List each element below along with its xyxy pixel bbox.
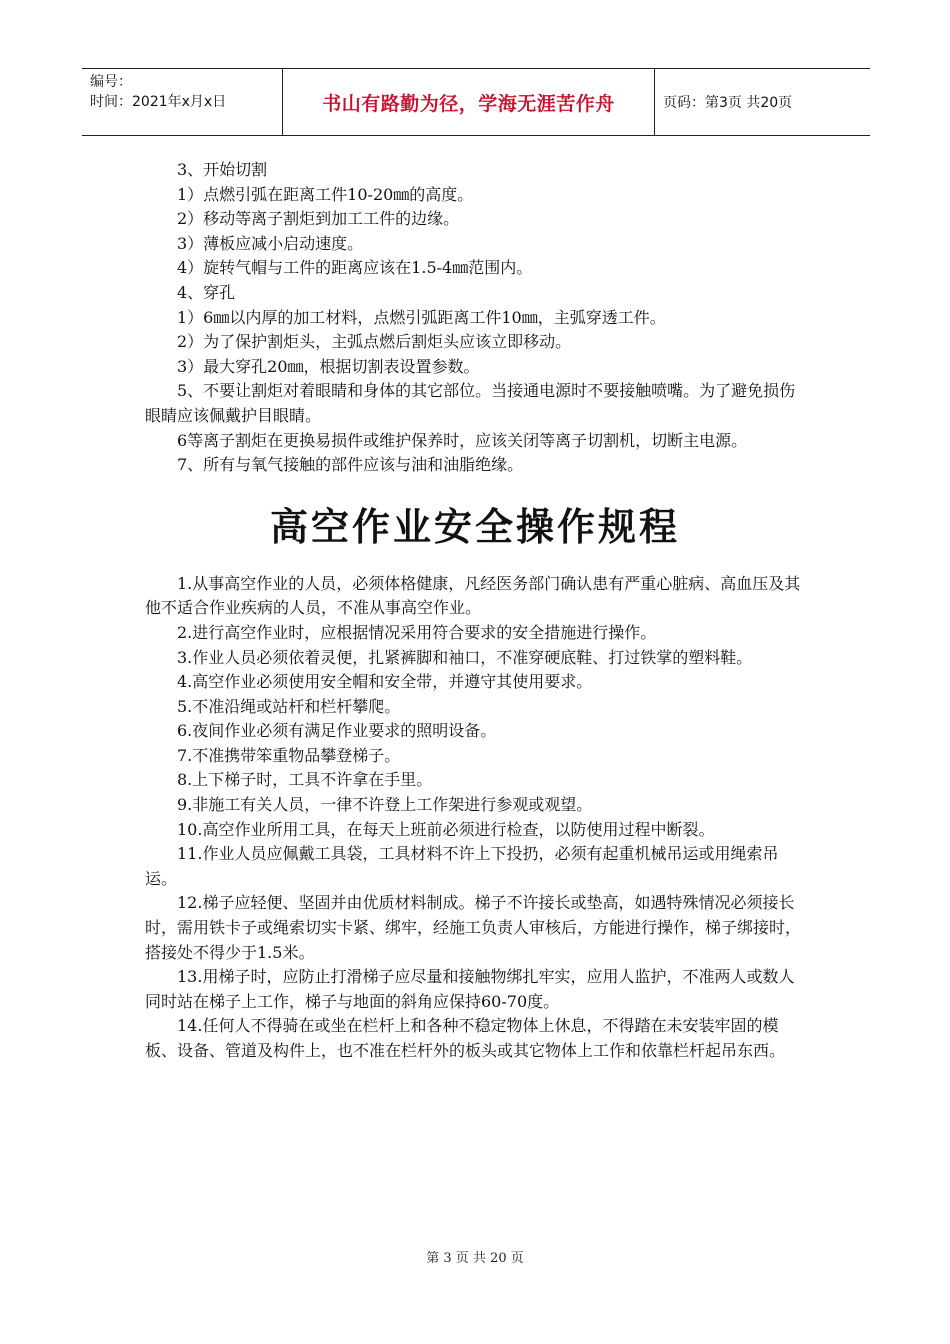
rule-item: 5.不准沿绳或站杆和栏杆攀爬。 — [177, 696, 401, 716]
rule-item: 1.从事高空作业的人员，必须体格健康，凡经医务部门确认患有严重心脏病、高血压及其他不适合作业疾病的人员，不准从事高空作业。 — [145, 573, 801, 618]
header-time-label: 时间：2021年x月x日 — [90, 94, 227, 110]
paragraph: 4）旋转气帽与工件的距离应该在1.5-4㎜范围内。 — [177, 258, 533, 278]
paragraph: 2）为了保护割炬头，主弧点燃后割炬头应该立即移动。 — [177, 332, 572, 352]
rule-item: 2.进行高空作业时，应根据情况采用符合要求的安全措施进行操作。 — [177, 622, 657, 642]
header-meta — [82, 69, 282, 135]
header-number-label: 编号： — [90, 74, 132, 90]
rule-item: 12.梯子应轻便、坚固并由优质材料制成。梯子不许接长或垫高，如遇特殊情况必须接长时，需用铁卡子或绳索切实卡紧、绑牢，经施工负责人审核后，方能进行操作，梯子绑接时，搭接处不得少于1.5米。 — [145, 893, 802, 962]
section-safety-rules — [145, 572, 805, 1064]
header-page-info: 页码：第3页 共20页 — [663, 95, 793, 111]
rule-item: 10.高空作业所用工具，在每天上班前必须进行检查，以防使用过程中断裂。 — [177, 819, 715, 839]
paragraph: 4、穿孔 — [177, 282, 236, 302]
paragraph: 3）薄板应减小启动速度。 — [177, 233, 364, 253]
rule-item: 9.非施工有关人员，一律不许登上工作架进行参观或观望。 — [177, 795, 593, 815]
header-motto: 书山有路勤为径，学海无涯苦作舟 — [282, 69, 655, 135]
document-title: 高空作业安全操作规程 — [269, 504, 680, 549]
document-body — [145, 158, 805, 1064]
paragraph: 5、不要让割炬对着眼睛和身体的其它部位。当接通电源时不要接触喷嘴。为了避免损伤眼睛应该佩戴护目眼睛。 — [145, 381, 796, 425]
paragraph: 3）最大穿孔20㎜，根据切割表设置参数。 — [177, 356, 480, 376]
rule-item: 8.上下梯子时，工具不许拿在手里。 — [177, 770, 433, 790]
paragraph: 1）6㎜以内厚的加工材料，点燃引弧距离工件10㎜，主弧穿透工件。 — [177, 307, 666, 327]
rule-item: 11.作业人员应佩戴工具袋，工具材料不许上下投扔，必须有起重机械吊运或用绳索吊运。 — [145, 844, 779, 888]
paragraph: 2）移动等离子割炬到加工工件的边缘。 — [177, 209, 460, 229]
page-footer: 第 3 页 共 20 页 — [426, 1251, 524, 1266]
rule-item: 6.夜间作业必须有满足作业要求的照明设备。 — [177, 721, 497, 741]
page-header — [82, 68, 870, 136]
paragraph: 1）点燃引弧在距离工件10-20㎜的高度。 — [177, 184, 474, 204]
rule-item: 7.不准携带笨重物品攀登梯子。 — [177, 745, 401, 765]
paragraph: 3、开始切割 — [177, 160, 268, 179]
rule-item: 4.高空作业必须使用安全帽和安全带，并遵守其使用要求。 — [177, 672, 593, 692]
rule-item: 14.任何人不得骑在或坐在栏杆上和各种不稳定物体上休息，不得踏在未安装牢固的模板、设备、管道及构件上，也不准在栏杆外的板头或其它物体上工作和依靠栏杆起吊东西。 — [145, 1016, 786, 1060]
rule-item: 13.用梯子时，应防止打滑梯子应尽量和接触物绑扎牢实，应用人监护，不准两人或数人同时站在梯子上工作，梯子与地面的斜角应保持60-70度。 — [145, 967, 795, 1011]
paragraph: 6等离子割炬在更换易损件或维护保养时，应该关闭等离子切割机，切断主电源。 — [177, 430, 748, 450]
section-cutting-steps — [145, 158, 805, 478]
paragraph: 7、所有与氧气接触的部件应该与油和油脂绝缘。 — [177, 455, 524, 475]
rule-item: 3.作业人员必须依着灵便，扎紧裤脚和袖口，不准穿硬底鞋、打过铁掌的塑料鞋。 — [177, 647, 753, 667]
